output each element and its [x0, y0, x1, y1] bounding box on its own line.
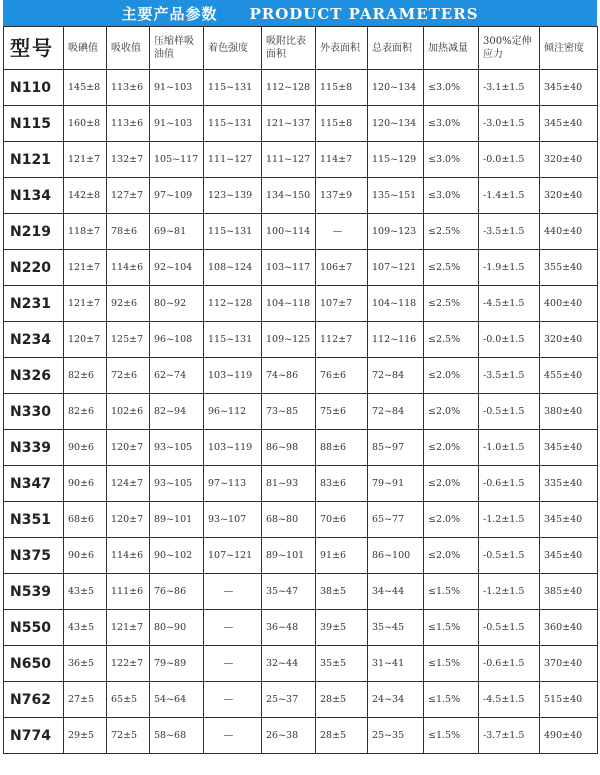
table-cell: 345±40 — [540, 538, 598, 574]
table-cell: ≤2.0% — [424, 538, 479, 574]
table-cell: ≤2.0% — [424, 502, 479, 538]
table-row — [4, 70, 598, 106]
table-cell: 89~101 — [150, 502, 204, 538]
model-cell: N231 — [4, 286, 64, 322]
table-cell: 345±40 — [540, 430, 598, 466]
table-cell: 385±40 — [540, 574, 598, 610]
table-cell: 79~91 — [368, 466, 424, 502]
table-cell: 107~121 — [368, 250, 424, 286]
table-cell: 345±40 — [540, 502, 598, 538]
table-cell: 39±5 — [316, 610, 368, 646]
table-cell: 120±7 — [107, 502, 150, 538]
table-row — [4, 178, 598, 214]
table-cell: 80~92 — [150, 286, 204, 322]
table-cell: 108~124 — [204, 250, 262, 286]
table-cell: 25~37 — [262, 682, 316, 718]
table-row — [4, 286, 598, 322]
table-cell: 35±5 — [316, 646, 368, 682]
model-cell: N326 — [4, 358, 64, 394]
table-cell: 120±7 — [64, 322, 107, 358]
table-row — [4, 358, 598, 394]
table-cell: 115~131 — [204, 322, 262, 358]
table-cell: -3.7±1.5 — [479, 718, 540, 754]
table-cell: 127±7 — [107, 178, 150, 214]
table-cell: 102±6 — [107, 394, 150, 430]
table-cell: 115~131 — [204, 106, 262, 142]
table-row — [4, 502, 598, 538]
table-cell: — — [204, 718, 262, 754]
table-cell: ≤3.0% — [424, 106, 479, 142]
table-cell: 82±6 — [64, 358, 107, 394]
table-cell: 132±7 — [107, 142, 150, 178]
model-cell: N134 — [4, 178, 64, 214]
table-row — [4, 394, 598, 430]
table-cell: 85~97 — [368, 430, 424, 466]
table-cell: 34~44 — [368, 574, 424, 610]
table-cell: ≤2.0% — [424, 358, 479, 394]
table-cell: 104~118 — [262, 286, 316, 322]
table-cell: 111±6 — [107, 574, 150, 610]
table-cell: 76±6 — [316, 358, 368, 394]
table-cell: 72±6 — [107, 358, 150, 394]
table-cell: 115~131 — [204, 70, 262, 106]
table-cell: 125±7 — [107, 322, 150, 358]
table-row — [4, 646, 598, 682]
table-cell: 320±40 — [540, 322, 598, 358]
table-cell: -0.0±1.5 — [479, 142, 540, 178]
table-cell: ≤2.5% — [424, 250, 479, 286]
model-cell: N330 — [4, 394, 64, 430]
header-row — [4, 27, 598, 70]
table-cell: 43±5 — [64, 574, 107, 610]
table-cell: 335±40 — [540, 466, 598, 502]
table-cell: ≤2.5% — [424, 286, 479, 322]
table-cell: 90~102 — [150, 538, 204, 574]
table-cell: 121±7 — [64, 250, 107, 286]
table-row — [4, 718, 598, 754]
table-row — [4, 214, 598, 250]
table-cell: 78±6 — [107, 214, 150, 250]
table-row — [4, 250, 598, 286]
table-cell: 112~128 — [204, 286, 262, 322]
table-cell: 121±7 — [107, 610, 150, 646]
table-cell: 490±40 — [540, 718, 598, 754]
table-cell: 80~90 — [150, 610, 204, 646]
model-cell: N115 — [4, 106, 64, 142]
table-cell: 106±7 — [316, 250, 368, 286]
table-cell: 62~74 — [150, 358, 204, 394]
table-cell: 113±6 — [107, 70, 150, 106]
table-cell: 69~81 — [150, 214, 204, 250]
table-cell: ≤1.5% — [424, 646, 479, 682]
column-header: 吸碘值 — [64, 27, 107, 70]
table-cell: 455±40 — [540, 358, 598, 394]
column-header: 吸收值 — [107, 27, 150, 70]
page-title: 主要产品参数 PRODUCT PARAMETERS — [3, 0, 597, 26]
table-cell: 25~35 — [368, 718, 424, 754]
table-cell: 58~68 — [150, 718, 204, 754]
column-header: 着色强度 — [204, 27, 262, 70]
table-cell: 115±8 — [316, 70, 368, 106]
parameters-table — [3, 26, 598, 754]
column-header: 倾注密度 — [540, 27, 598, 70]
table-cell: — — [204, 610, 262, 646]
table-cell: 92~104 — [150, 250, 204, 286]
table-cell: ≤1.5% — [424, 682, 479, 718]
table-cell: 97~113 — [204, 466, 262, 502]
table-cell: 73~85 — [262, 394, 316, 430]
column-header: 300%定伸应力 — [479, 27, 540, 70]
table-cell: 123~139 — [204, 178, 262, 214]
table-cell: 93~105 — [150, 430, 204, 466]
table-cell: 112~116 — [368, 322, 424, 358]
model-cell: N774 — [4, 718, 64, 754]
table-cell: 65~77 — [368, 502, 424, 538]
table-cell: 400±40 — [540, 286, 598, 322]
table-cell: — — [316, 214, 368, 250]
model-cell: N347 — [4, 466, 64, 502]
table-cell: 90±6 — [64, 430, 107, 466]
table-cell: 109~125 — [262, 322, 316, 358]
column-header: 吸附比表面积 — [262, 27, 316, 70]
column-header-model: 型号 — [4, 27, 64, 70]
model-cell: N121 — [4, 142, 64, 178]
table-row — [4, 430, 598, 466]
table-cell: 100~114 — [262, 214, 316, 250]
table-cell: 120~134 — [368, 106, 424, 142]
table-cell: ≤2.0% — [424, 466, 479, 502]
table-cell: 86~100 — [368, 538, 424, 574]
table-cell: 345±40 — [540, 106, 598, 142]
table-cell: 345±40 — [540, 70, 598, 106]
table-row — [4, 106, 598, 142]
table-cell: -0.5±1.5 — [479, 538, 540, 574]
table-row — [4, 322, 598, 358]
column-header: 加热减量 — [424, 27, 479, 70]
table-cell: ≤3.0% — [424, 142, 479, 178]
table-cell: 112~128 — [262, 70, 316, 106]
table-cell: 93~105 — [150, 466, 204, 502]
table-cell: 91~103 — [150, 70, 204, 106]
table-cell: 91~103 — [150, 106, 204, 142]
table-cell: 88±6 — [316, 430, 368, 466]
table-cell: -0.0±1.5 — [479, 322, 540, 358]
table-cell: 54~64 — [150, 682, 204, 718]
model-cell: N762 — [4, 682, 64, 718]
model-cell: N234 — [4, 322, 64, 358]
table-cell: 122±7 — [107, 646, 150, 682]
table-cell: 74~86 — [262, 358, 316, 394]
table-cell: 115±8 — [316, 106, 368, 142]
model-cell: N650 — [4, 646, 64, 682]
table-cell: 103~119 — [204, 430, 262, 466]
table-cell: 105~117 — [150, 142, 204, 178]
table-cell: ≤1.5% — [424, 610, 479, 646]
table-cell: 103~117 — [262, 250, 316, 286]
table-cell: -0.5±1.5 — [479, 610, 540, 646]
table-cell: 29±5 — [64, 718, 107, 754]
model-cell: N220 — [4, 250, 64, 286]
table-cell: 27±5 — [64, 682, 107, 718]
table-row — [4, 538, 598, 574]
table-cell: 109~123 — [368, 214, 424, 250]
column-header: 外表面积 — [316, 27, 368, 70]
table-cell: — — [204, 682, 262, 718]
table-cell: ≤3.0% — [424, 70, 479, 106]
table-cell: 31~41 — [368, 646, 424, 682]
table-cell: 72~84 — [368, 394, 424, 430]
table-cell: 91±6 — [316, 538, 368, 574]
table-cell: ≤2.0% — [424, 394, 479, 430]
table-cell: -4.5±1.5 — [479, 682, 540, 718]
table-cell: 70±6 — [316, 502, 368, 538]
table-cell: 121~137 — [262, 106, 316, 142]
table-cell: 380±40 — [540, 394, 598, 430]
table-cell: -1.9±1.5 — [479, 250, 540, 286]
table-cell: 115~129 — [368, 142, 424, 178]
table-cell: 28±5 — [316, 682, 368, 718]
table-cell: 79~89 — [150, 646, 204, 682]
table-cell: 36~48 — [262, 610, 316, 646]
table-cell: 134~150 — [262, 178, 316, 214]
table-cell: 120±7 — [107, 430, 150, 466]
table-cell: -1.2±1.5 — [479, 574, 540, 610]
table-cell: -3.1±1.5 — [479, 70, 540, 106]
table-cell: 114±6 — [107, 250, 150, 286]
column-header: 压缩样吸油值 — [150, 27, 204, 70]
table-cell: -0.5±1.5 — [479, 394, 540, 430]
table-cell: 83±6 — [316, 466, 368, 502]
table-cell: 43±5 — [64, 610, 107, 646]
table-cell: ≤1.5% — [424, 574, 479, 610]
table-cell: 112±7 — [316, 322, 368, 358]
table-cell: -3.5±1.5 — [479, 214, 540, 250]
table-cell: 76~86 — [150, 574, 204, 610]
model-cell: N219 — [4, 214, 64, 250]
table-cell: -4.5±1.5 — [479, 286, 540, 322]
table-cell: 81~93 — [262, 466, 316, 502]
table-cell: 68±6 — [64, 502, 107, 538]
table-cell: — — [204, 574, 262, 610]
table-cell: 160±8 — [64, 106, 107, 142]
table-cell: 440±40 — [540, 214, 598, 250]
table-cell: 75±6 — [316, 394, 368, 430]
table-cell: — — [204, 646, 262, 682]
table-cell: 118±7 — [64, 214, 107, 250]
table-cell: 96~108 — [150, 322, 204, 358]
table-cell: 111~127 — [204, 142, 262, 178]
table-cell: 28±5 — [316, 718, 368, 754]
table-cell: 72~84 — [368, 358, 424, 394]
table-cell: 92±6 — [107, 286, 150, 322]
table-cell: 68~80 — [262, 502, 316, 538]
table-cell: -3.5±1.5 — [479, 358, 540, 394]
table-cell: 320±40 — [540, 142, 598, 178]
table-row — [4, 574, 598, 610]
table-cell: 360±40 — [540, 610, 598, 646]
table-cell: 370±40 — [540, 646, 598, 682]
table-cell: 90±6 — [64, 538, 107, 574]
table-row — [4, 682, 598, 718]
table-cell: 24~34 — [368, 682, 424, 718]
table-cell: -3.0±1.5 — [479, 106, 540, 142]
table-cell: 86~98 — [262, 430, 316, 466]
table-cell: ≤3.0% — [424, 178, 479, 214]
table-cell: 104~118 — [368, 286, 424, 322]
table-cell: ≤1.5% — [424, 718, 479, 754]
table-cell: 142±8 — [64, 178, 107, 214]
table-cell: 515±40 — [540, 682, 598, 718]
model-cell: N110 — [4, 70, 64, 106]
table-cell: 115~131 — [204, 214, 262, 250]
table-cell: 82±6 — [64, 394, 107, 430]
table-cell: 65±5 — [107, 682, 150, 718]
model-cell: N550 — [4, 610, 64, 646]
table-cell: 114±6 — [107, 538, 150, 574]
table-cell: -0.6±1.5 — [479, 646, 540, 682]
table-row — [4, 466, 598, 502]
table-cell: 320±40 — [540, 178, 598, 214]
table-cell: 35~47 — [262, 574, 316, 610]
table-cell: 36±5 — [64, 646, 107, 682]
table-cell: 135~151 — [368, 178, 424, 214]
table-cell: 96~112 — [204, 394, 262, 430]
table-cell: ≤2.5% — [424, 322, 479, 358]
table-cell: -1.4±1.5 — [479, 178, 540, 214]
table-cell: 72±5 — [107, 718, 150, 754]
model-cell: N339 — [4, 430, 64, 466]
table-cell: 89~101 — [262, 538, 316, 574]
table-cell: 107~121 — [204, 538, 262, 574]
table-cell: 137±9 — [316, 178, 368, 214]
table-cell: 145±8 — [64, 70, 107, 106]
table-cell: 121±7 — [64, 286, 107, 322]
table-cell: 90±6 — [64, 466, 107, 502]
table-cell: -1.0±1.5 — [479, 430, 540, 466]
table-cell: 32~44 — [262, 646, 316, 682]
table-cell: 26~38 — [262, 718, 316, 754]
table-cell: 111~127 — [262, 142, 316, 178]
table-cell: -0.6±1.5 — [479, 466, 540, 502]
table-cell: 121±7 — [64, 142, 107, 178]
table-row — [4, 142, 598, 178]
table-cell: 114±7 — [316, 142, 368, 178]
table-cell: 38±5 — [316, 574, 368, 610]
table-cell: ≤2.5% — [424, 214, 479, 250]
column-header: 总表面积 — [368, 27, 424, 70]
table-cell: 103~119 — [204, 358, 262, 394]
model-cell: N375 — [4, 538, 64, 574]
model-cell: N539 — [4, 574, 64, 610]
model-cell: N351 — [4, 502, 64, 538]
table-cell: 35~45 — [368, 610, 424, 646]
table-cell: 93~107 — [204, 502, 262, 538]
table-cell: 107±7 — [316, 286, 368, 322]
table-cell: 82~94 — [150, 394, 204, 430]
table-row — [4, 610, 598, 646]
table-cell: 124±7 — [107, 466, 150, 502]
table-cell: 120~134 — [368, 70, 424, 106]
table-cell: ≤2.0% — [424, 430, 479, 466]
table-cell: 113±6 — [107, 106, 150, 142]
table-cell: 355±40 — [540, 250, 598, 286]
table-cell: 97~109 — [150, 178, 204, 214]
table-cell: -1.2±1.5 — [479, 502, 540, 538]
